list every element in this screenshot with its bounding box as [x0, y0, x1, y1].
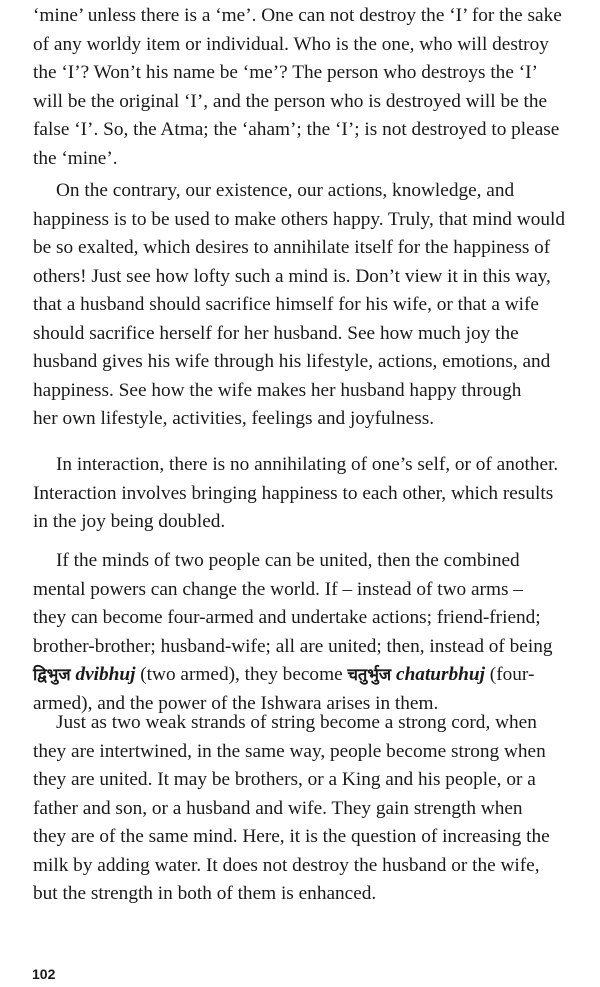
text-line: will be the original ‘I’, and the person who is destroyed will be the: [33, 90, 548, 112]
text-line: false ‘I’. So, the Atma; the ‘aham’; the ‘I’; is not destroyed to please: [33, 119, 560, 140]
text-line: milk by adding water. It does not destroy the husband or the wife,: [33, 854, 540, 876]
text-line: that a husband should sacrifice himself for his wife, or that a wife: [33, 294, 539, 315]
text-line-mixed-script: [0, 661, 600, 690]
text-line: If the minds of two people can be united, then the combined: [56, 550, 520, 571]
text-line: her own lifestyle, activities, feelings and joyfulness.: [33, 408, 435, 429]
text-line: Just as two weak strands of string become a strong cord, when: [56, 712, 537, 733]
text-line: happiness. See how the wife makes her husband happy through: [33, 379, 522, 401]
inline-text: (two armed), they become: [135, 664, 348, 685]
text-line: in the joy being doubled.: [33, 511, 226, 532]
text-line: should sacrifice herself for her husband. See how much joy the: [33, 322, 519, 344]
paragraph-2: [0, 177, 600, 434]
text-line: ‘mine’ unless there is a ‘me’. One can not destroy the ‘I’ for the sake: [33, 5, 562, 26]
paragraph-1: [0, 2, 600, 173]
paragraph-5: [0, 709, 600, 909]
text-line: husband gives his wife through his lifestyle, actions, emotions, and: [33, 351, 551, 372]
devanagari-term: द्विभुज: [33, 665, 71, 684]
text-line: they can become four-armed and undertake actions; friend-friend;: [33, 607, 541, 628]
text-line: armed), and the power of the Ishwara arises in them.: [33, 692, 439, 714]
text-line: the ‘mine’.: [33, 147, 118, 169]
text-line: Interaction involves bringing happiness to each other, which results: [33, 482, 554, 504]
text-line: mental powers can change the world. If – instead of two arms –: [33, 578, 523, 600]
text-line: they are united. It may be brothers, or a King and his people, or a: [33, 769, 536, 790]
text-line: of any worldy item or individual. Who is the one, who will destroy: [33, 33, 549, 55]
text-line: father and son, or a husband and wife. They gain strength when: [33, 797, 523, 819]
transliteration-term: dvibhuj: [75, 664, 136, 685]
text-line: others! Just see how lofty such a mind is. Don’t view it in this way,: [33, 265, 551, 287]
text-line: but the strength in both of them is enhanced.: [33, 883, 377, 904]
devanagari-term: चतुर्भुज: [347, 665, 392, 684]
paragraph-3: [0, 451, 600, 537]
paragraph-4: [0, 547, 600, 718]
inline-text: (four-: [484, 664, 535, 685]
text-line: be so exalted, which desires to annihilate itself for the happiness of: [33, 237, 551, 258]
text-line: brother-brother; husband-wife; all are united; then, instead of being: [33, 635, 553, 657]
text-line: they are intertwined, in the same way, people become strong when: [33, 740, 546, 762]
text-line: happiness is to be used to make others happy. Truly, that mind would: [33, 208, 565, 230]
transliteration-term: chaturbhuj: [396, 664, 485, 685]
text-line: In interaction, there is no annihilating of one’s self, or of another.: [56, 454, 559, 475]
text-line: On the contrary, our existence, our actions, knowledge, and: [56, 180, 515, 201]
text-line: the ‘I’? Won’t his name be ‘me’? The person who destroys the ‘I’: [33, 62, 538, 83]
page-number: 102: [32, 966, 56, 982]
text-line: they are of the same mind. Here, it is the question of increasing the: [33, 826, 550, 847]
